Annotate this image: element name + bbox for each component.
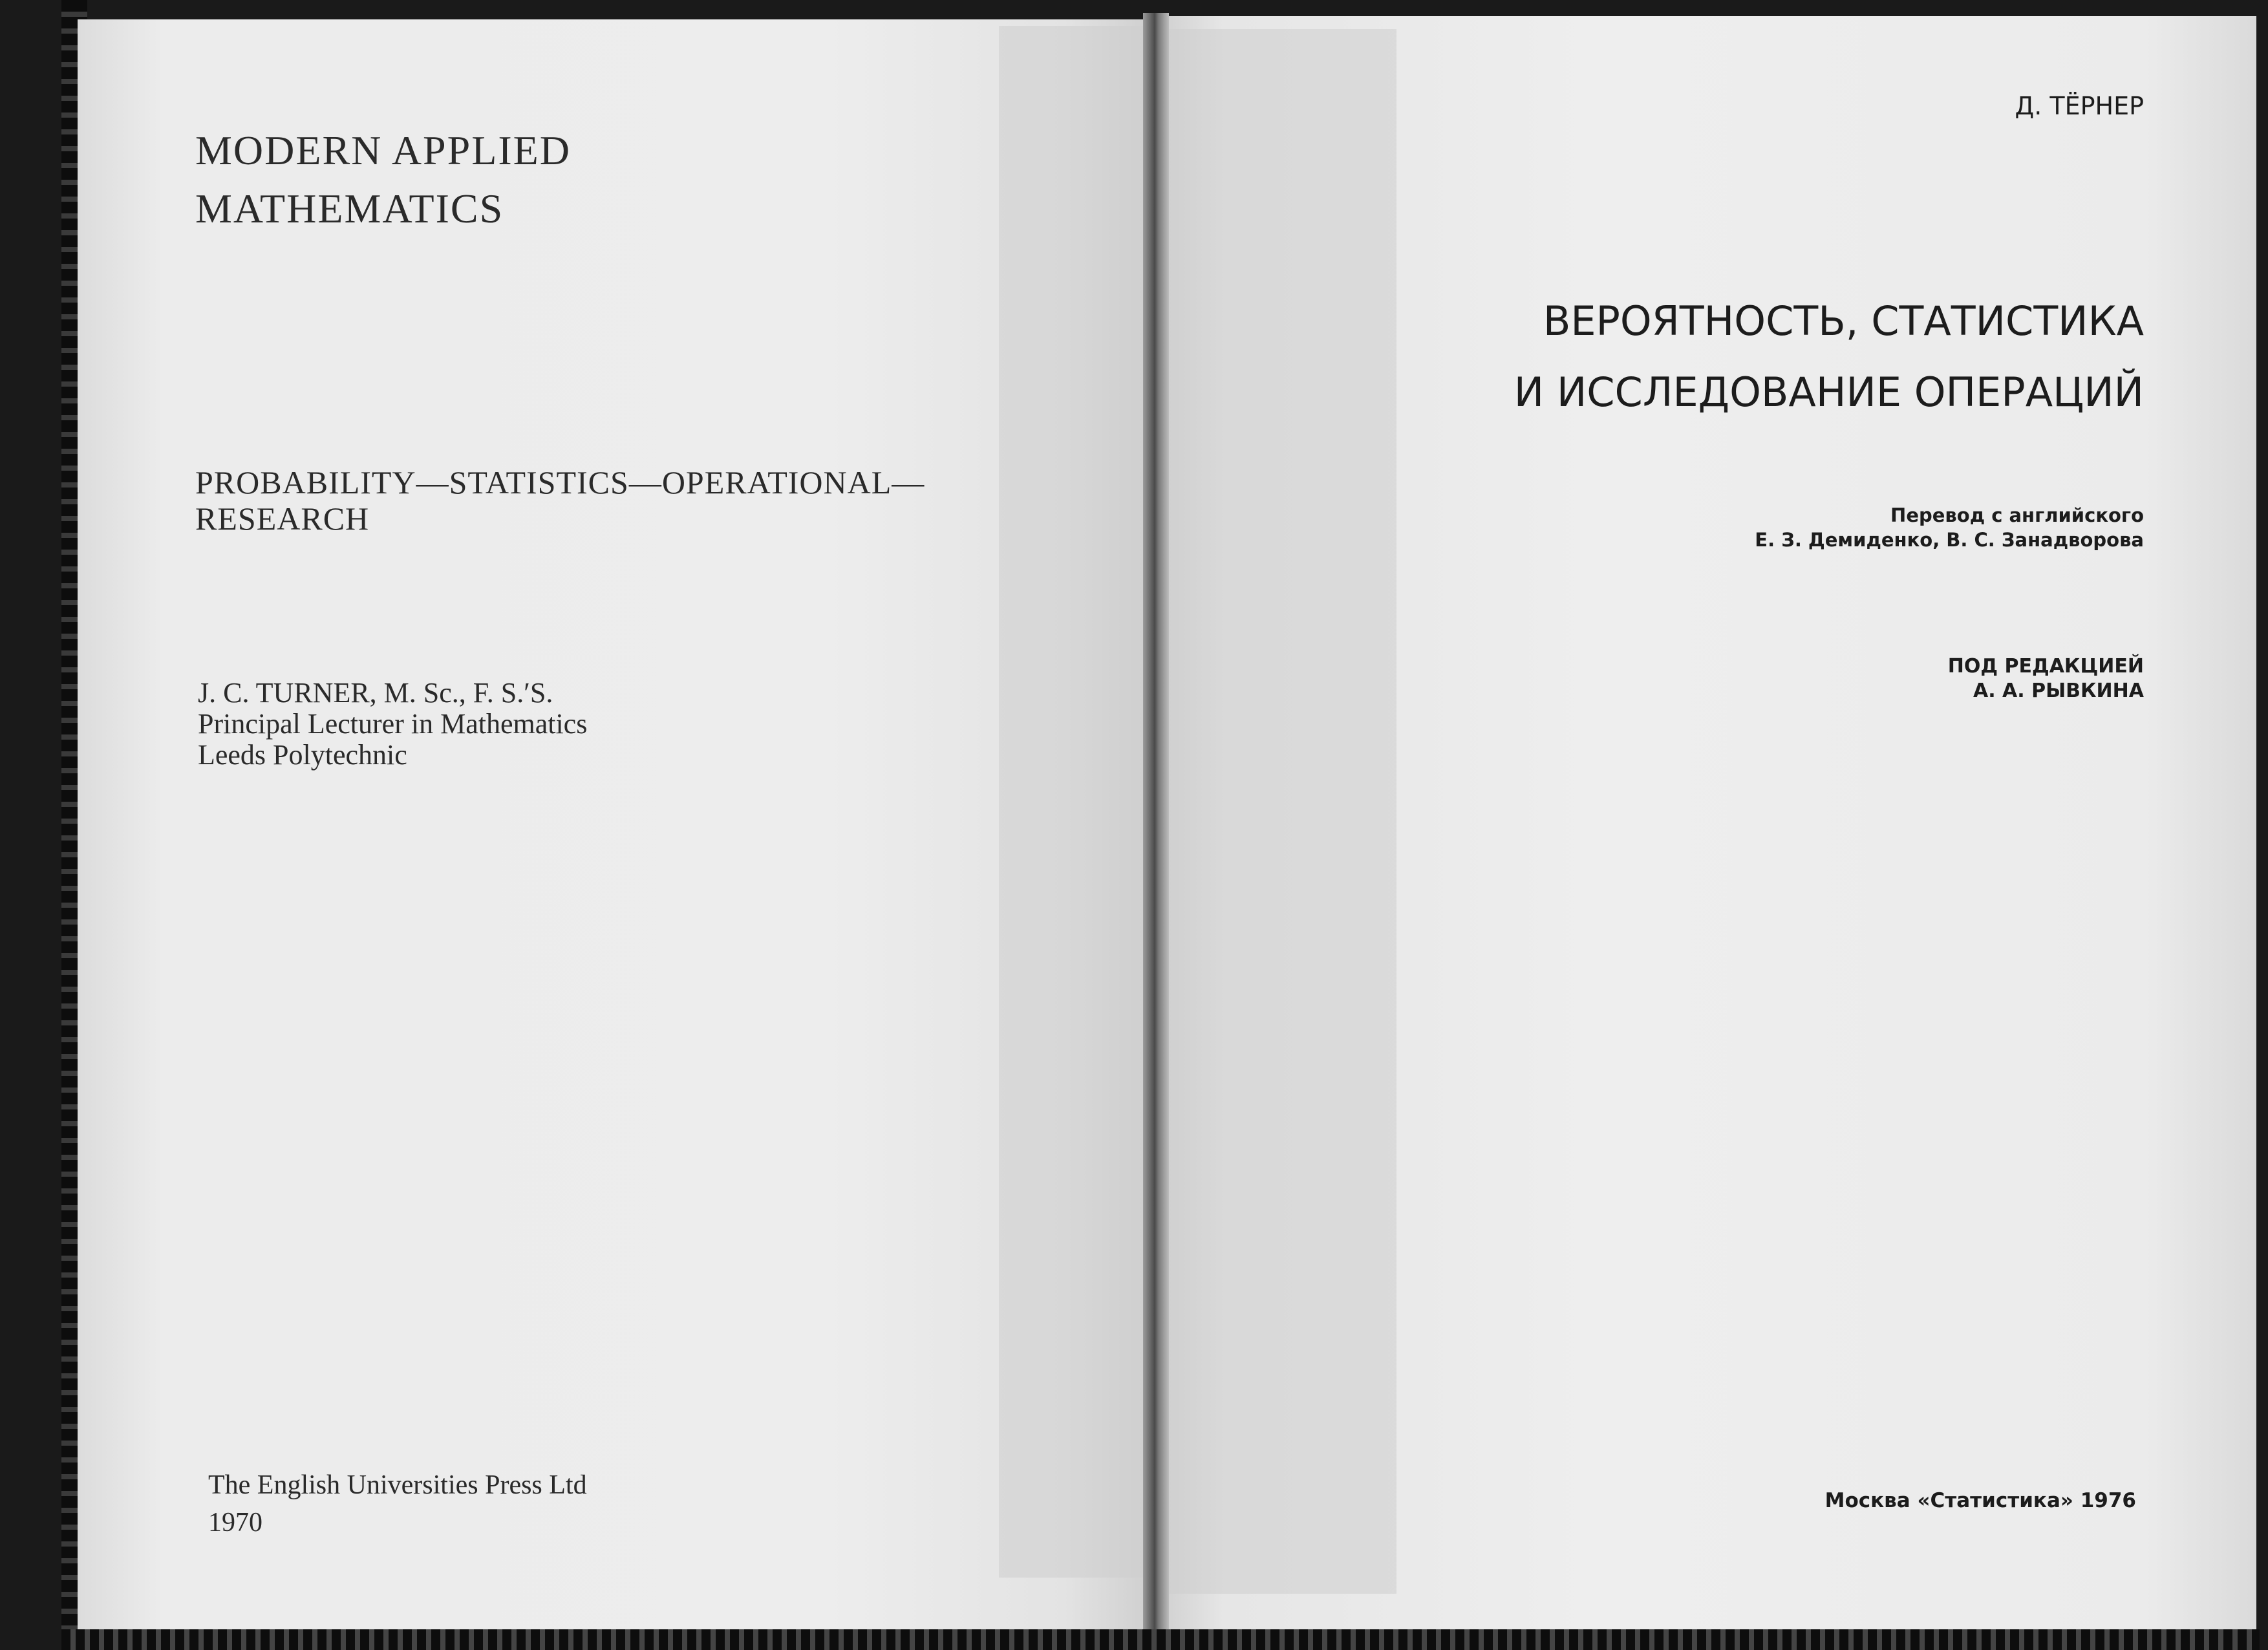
editor-note: ПОД РЕДАКЦИЕЙ: [1947, 655, 2144, 678]
author-position: Principal Lecturer in Mathematics: [198, 708, 588, 740]
bottom-edge: [61, 1629, 2260, 1650]
russian-title-line: ВЕРОЯТНОСТЬ, СТАТИСТИКА: [1543, 297, 2144, 345]
publisher-block: [208, 1466, 587, 1541]
publisher-name: The English Universities Press Ltd: [208, 1470, 587, 1500]
russian-imprint: Москва «Статистика» 1976: [1824, 1489, 2136, 1512]
tape-strip-right: [1164, 29, 1396, 1594]
translation-note: Перевод с английского: [1890, 504, 2144, 526]
publication-year: 1970: [208, 1508, 262, 1538]
series-title-line: MATHEMATICS: [195, 186, 504, 231]
series-title-line: MODERN APPLIED: [195, 127, 571, 173]
editor-name: А. А. РЫВКИНА: [1973, 680, 2144, 702]
russian-title-line: И ИССЛЕДОВАНИЕ ОПЕРАЦИЙ: [1514, 369, 2144, 416]
translators: Е. З. Демиденко, В. С. Занадворова: [1755, 529, 2144, 551]
russian-author: Д. ТЁРНЕР: [2015, 92, 2144, 120]
author-name: J. C. TURNER, M. Sc., F. S.ʹS.: [198, 677, 553, 709]
series-title: [195, 122, 571, 238]
russian-title: [1514, 286, 2144, 428]
tape-strip-left: [999, 26, 1148, 1578]
translation-credit: [1755, 503, 2144, 552]
editor-credit: [1948, 654, 2144, 703]
subject-title-line: RESEARCH: [195, 500, 370, 537]
subject-title-line: PROBABILITY—STATISTICS—OPERATIONAL—: [195, 464, 925, 500]
left-page: [78, 19, 1151, 1636]
author-institution: Leeds Polytechnic: [198, 739, 407, 771]
subject-title: [195, 464, 925, 537]
author-block: [198, 678, 587, 771]
book-gutter: [1143, 13, 1169, 1642]
